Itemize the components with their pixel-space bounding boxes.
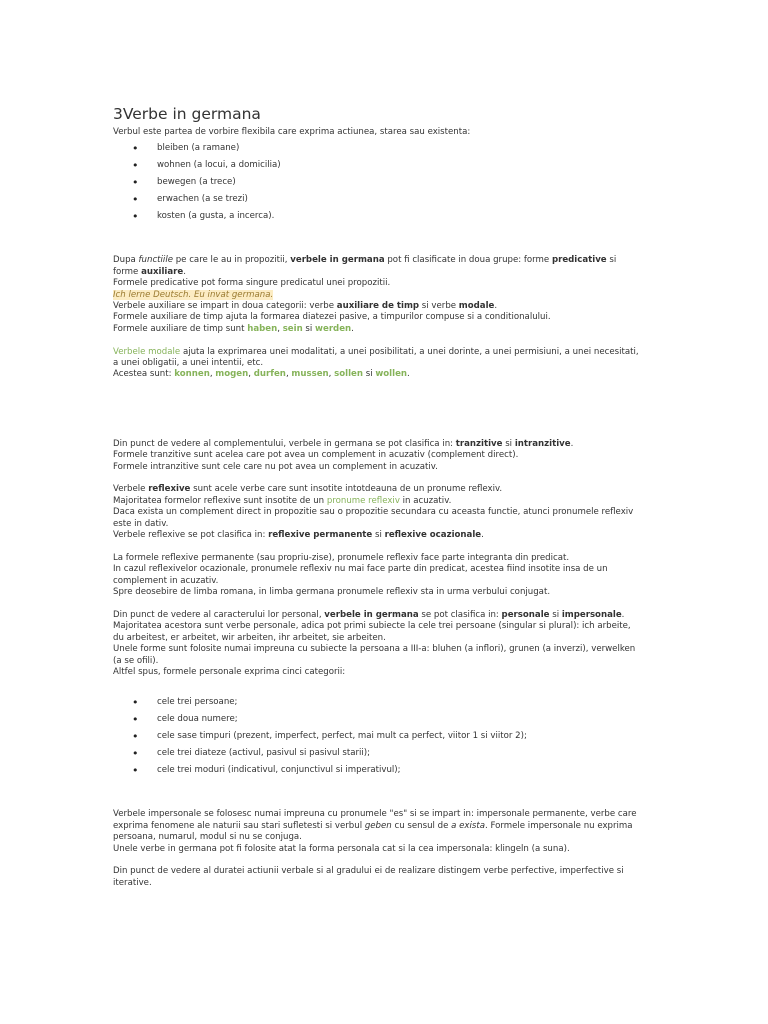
paragraph-line: Majoritatea acestora sunt verbe personale, adica pot primi subiecte la cele trei persoane (singular si plural): ich arbeite, du arbeitest, er arbeitet, wir arbeiten, ihr arbeitet, sie arbeiten. — [113, 621, 631, 643]
list-item: • cele trei diateze (activul, pasivul si pasivul starii); — [113, 745, 643, 762]
paragraph-line: Verbele reflexive se pot clasifica in: reflexive permanente si reflexive ocazionale. — [113, 530, 484, 541]
paragraph-complement: Din punct de vedere al complementului, verbele in germana se pot clasifica in: tranzitive si intranzitive. — [113, 438, 574, 449]
examples-list — [113, 140, 643, 225]
intro-text: Verbul este partea de vorbire flexibila care exprima actiunea, starea sau existenta: — [113, 127, 471, 137]
list-item: • cele doua numere; — [113, 711, 643, 728]
paragraph-line: Formele predicative pot forma singure predicatul unei propozitii. — [113, 278, 391, 289]
paragraph-line: Formele auxiliare de timp sunt haben, sein si werden. — [113, 323, 354, 334]
paragraph-line: Formele intranzitive sunt cele care nu pot avea un complement in acuzativ. — [113, 461, 438, 472]
paragraph-line: Unele verbe in germana pot fi folosite atat la forma personala cat si la cea impersonala: klingeln (a suna). — [113, 843, 570, 854]
paragraph-line: Verbele auxiliare se impart in doua categorii: verbe auxiliare de timp si verbe modale. — [113, 301, 498, 312]
example-sentence: Ich lerne Deutsch. Eu invat germana. — [113, 289, 274, 300]
list-item: • bleiben (a ramane) — [113, 140, 643, 157]
list-item: • cele trei moduri (indicativul, conjunctivul si imperativul); — [113, 762, 643, 779]
paragraph-line: Spre deosebire de limba romana, in limba germana pronumele reflexiv sta in urma verbului conjugat. — [113, 587, 551, 598]
paragraph-impersonal: Verbele impersonale se folosesc numai impreuna cu pronumele "es" si se impart in: impersonale permanente, verbe care exprima fenomene ale naturii sau stari sufletesti si verbul geben cu sensul de a exista. Formele impersonale nu exprima persoana, numarul, modul si nu se conjuga. — [113, 809, 637, 843]
paragraph-reflexive: Verbele reflexive sunt acele verbe care sunt insotite intotdeauna de un pronume reflexiv. — [113, 484, 503, 495]
list-item: • bewegen (a trece) — [113, 174, 643, 191]
paragraph-line: La formele reflexive permanente (sau propriu-zise), pronumele reflexiv face parte integranta din predicat. — [113, 552, 570, 563]
paragraph-line: Formele auxiliare de timp ajuta la formarea diatezei pasive, a timpurilor compuse si a conditionalului. — [113, 312, 551, 323]
list-item: • cele trei persoane; — [113, 694, 643, 711]
document-body — [113, 104, 643, 889]
categories-list — [113, 694, 643, 779]
list-item: • erwachen (a se trezi) — [113, 191, 643, 208]
paragraph-line: Altfel spus, formele personale exprima cinci categorii: — [113, 666, 346, 677]
list-item: • wohnen (a locui, a domicilia) — [113, 157, 643, 174]
list-item: • kosten (a gusta, a incerca). — [113, 208, 643, 225]
paragraph-personal: Din punct de vedere al caracterului lor personal, verbele in germana se pot clasifica in: personale si impersonale. — [113, 609, 625, 620]
paragraph-line: In cazul reflexivelor ocazionale, pronumele reflexiv nu mai face parte din predicat, acestea fiind insotite insa de un complement in acuzativ. — [113, 564, 608, 586]
paragraph-modal: Verbele modale ajuta la exprimarea unei modalitati, a unei posibilitati, a unei dorinte, a unei permisiuni, a unei necesitati, a unei obligatii, a unei intentii, etc. — [113, 346, 639, 369]
paragraph-line: Unele forme sunt folosite numai impreuna cu subiecte la persoana a III-a: bluhen (a inflori), grunen (a inverzi), verwelken (a se ofili). — [113, 644, 636, 666]
list-item: • cele sase timpuri (prezent, imperfect, perfect, mai mult ca perfect, viitor 1 si viitor 2); — [113, 728, 643, 745]
page-title: 3Verbe in germana — [113, 105, 261, 123]
paragraph-duration: Din punct de vedere al duratei actiunii verbale si al gradului ei de realizare distingem verbe perfective, imperfective si iterative. — [113, 866, 624, 888]
paragraph-line: Acestea sunt: konnen, mogen, durfen, mussen, sollen si wollen. — [113, 369, 410, 380]
paragraph-line: Daca exista un complement direct in propozitie sau o propozitie secundara cu aceasta functie, atunci pronumele reflexiv este in dativ. — [113, 507, 634, 529]
paragraph-functions: Dupa functiile pe care le au in propozitii, verbele in germana pot fi clasificate in doua grupe: forme predicative si forme auxiliare. — [113, 255, 617, 277]
paragraph-line: Formele tranzitive sunt acelea care pot avea un complement in acuzativ (complement direct). — [113, 450, 519, 461]
paragraph-line: Majoritatea formelor reflexive sunt insotite de un pronume reflexiv in acuzativ. — [113, 495, 452, 506]
